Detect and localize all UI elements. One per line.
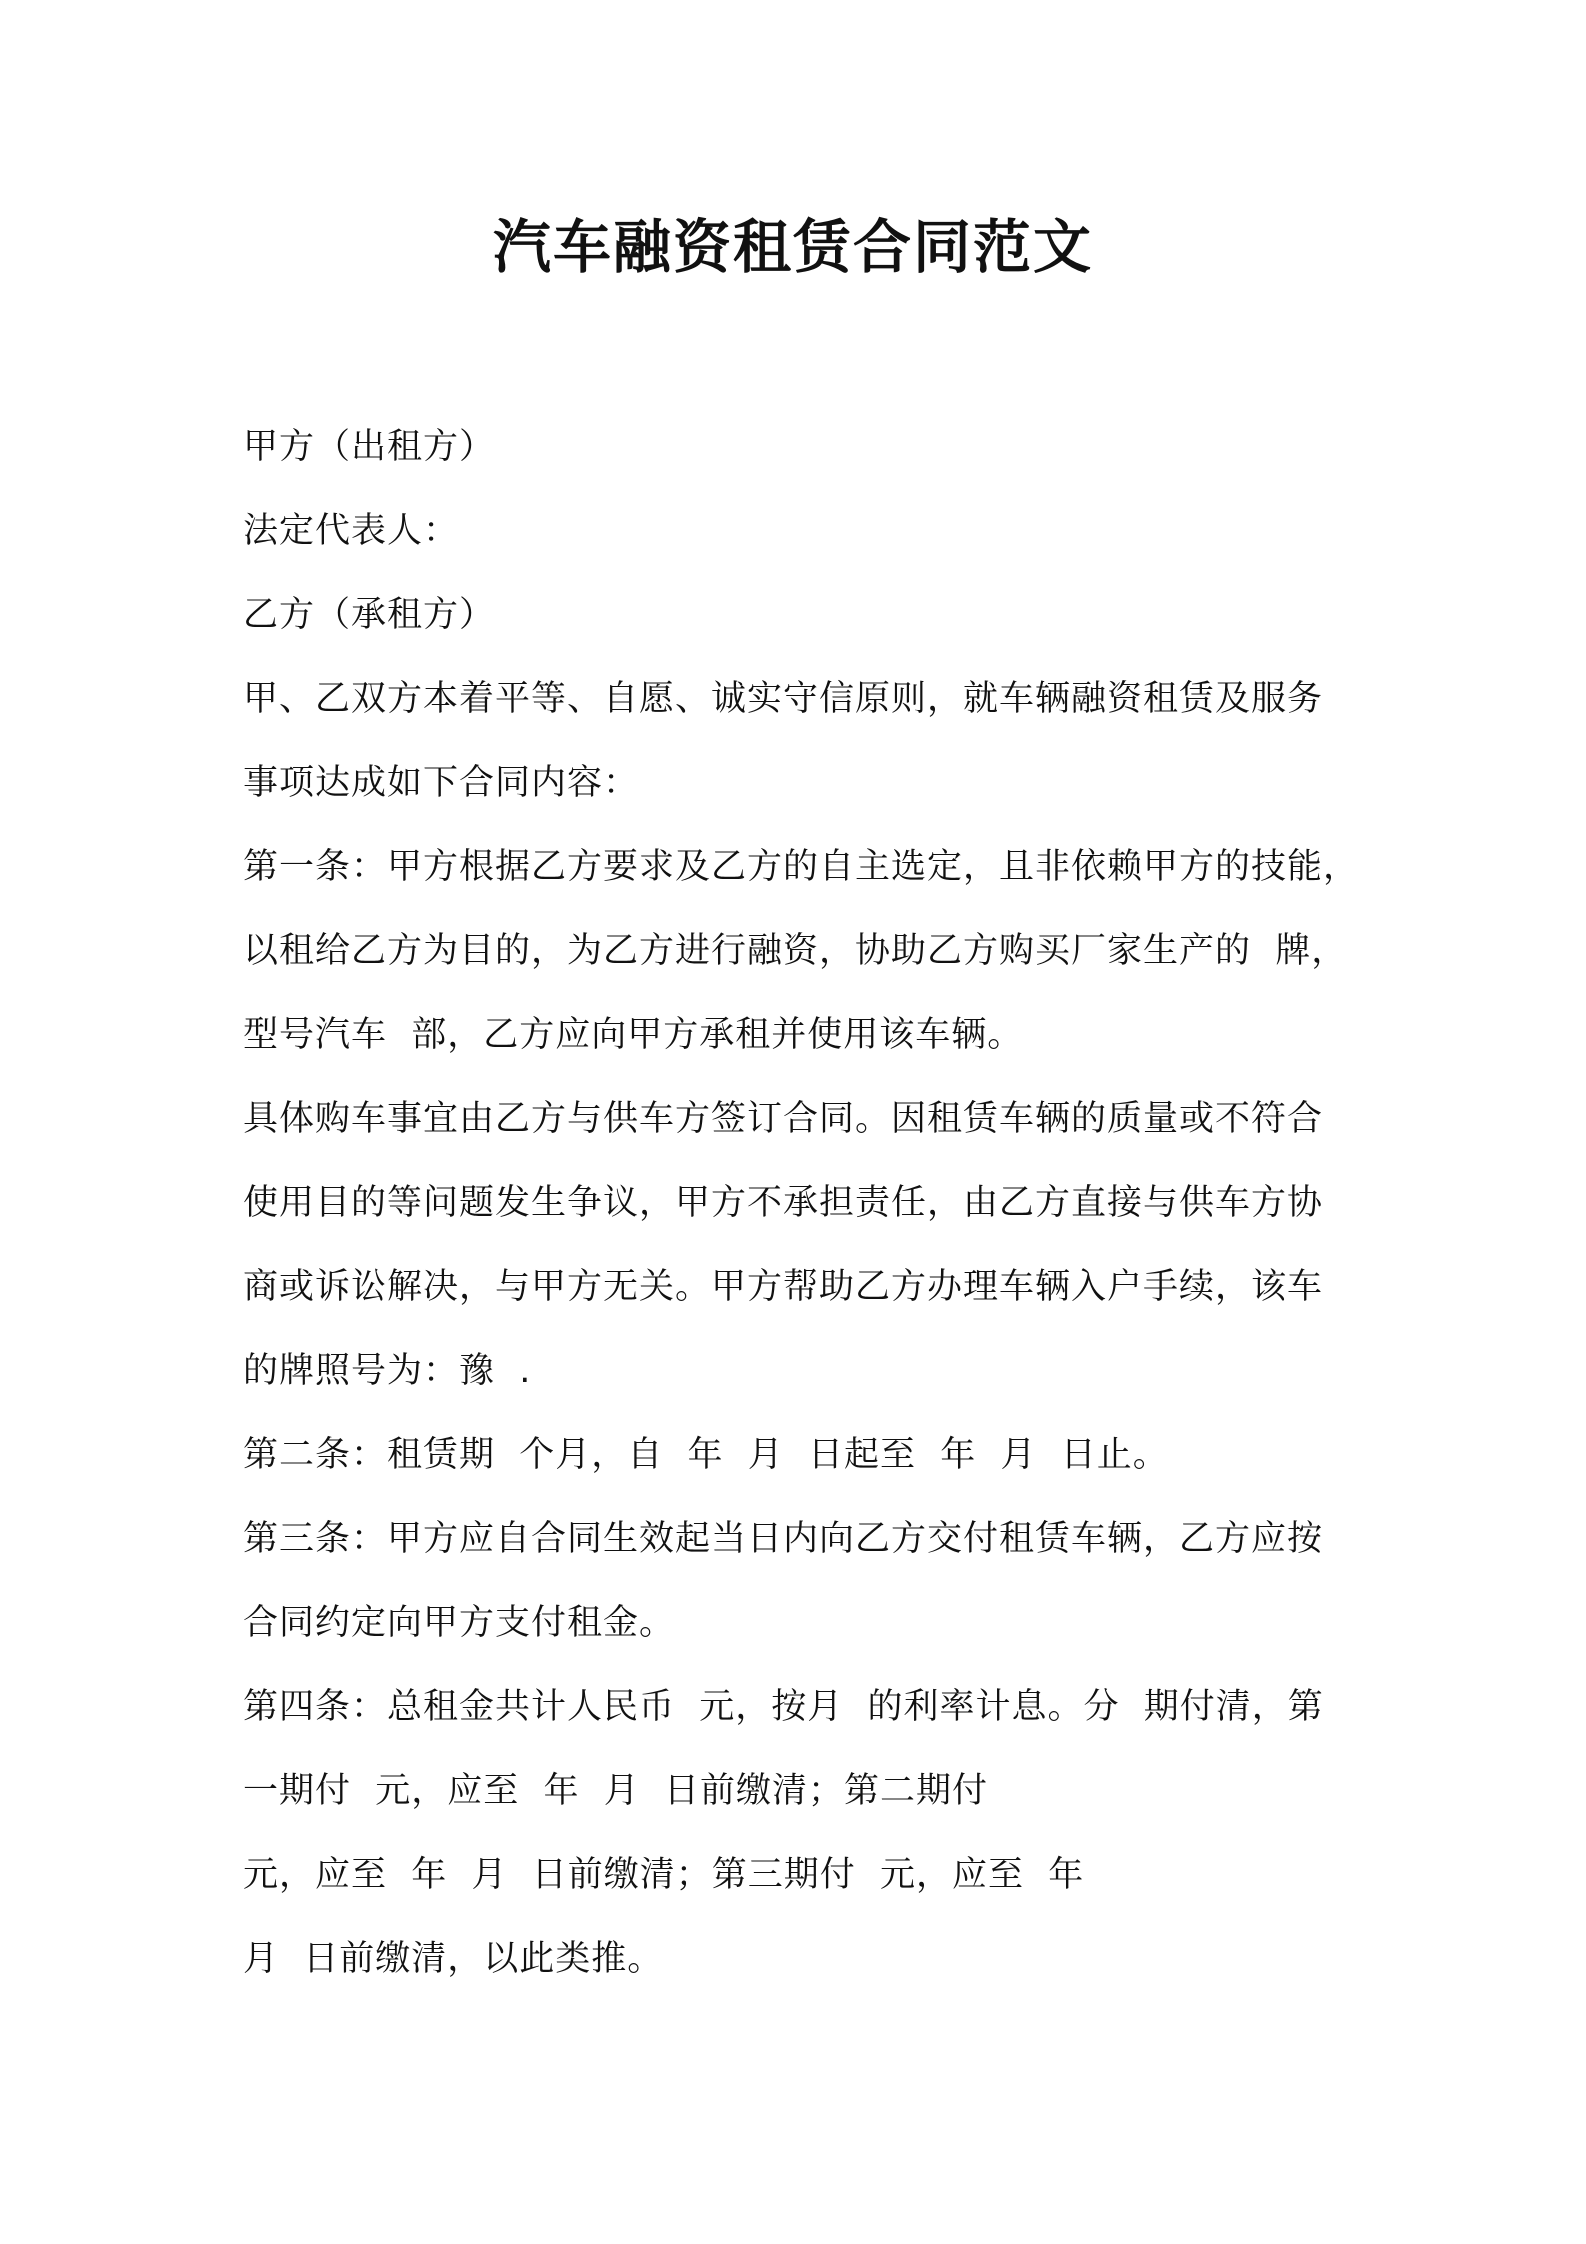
paragraph-line: 甲、乙双方本着平等、自愿、诚实守信原则，就车辆融资租赁及服务 <box>243 679 1324 719</box>
paragraph-line: 的牌照号为：豫 . <box>243 1351 532 1391</box>
paragraph-line: 商或诉讼解决，与甲方无关。甲方帮助乙方办理车辆入户手续，该车 <box>243 1267 1324 1307</box>
paragraph-line: 乙方（承租方） <box>243 595 496 635</box>
document-body <box>243 405 1363 2001</box>
paragraph-line: 以租给乙方为目的，为乙方进行融资，协助乙方购买厂家生产的 牌， <box>243 931 1348 971</box>
paragraph-line: 型号汽车 部，乙方应向甲方承租并使用该车辆。 <box>243 1015 1024 1055</box>
paragraph-line: 合同约定向甲方支付租金。 <box>243 1603 676 1643</box>
paragraph-line: 第三条：甲方应自合同生效起当日内向乙方交付租赁车辆，乙方应按 <box>243 1519 1324 1559</box>
paragraph-line: 法定代表人： <box>243 511 460 551</box>
paragraph-line: 使用目的等问题发生争议，甲方不承担责任，由乙方直接与供车方协 <box>243 1183 1324 1223</box>
document-title: 汽车融资租赁合同范文 <box>492 213 1093 281</box>
paragraph-line: 第一条：甲方根据乙方要求及乙方的自主选定，且非依赖甲方的技能， <box>243 847 1360 887</box>
paragraph-line: 元，应至 年 月 日前缴清；第三期付 元，应至 年 <box>243 1855 1085 1895</box>
paragraph-line: 第二条：租赁期 个月，自 年 月 日起至 年 月 日止。 <box>243 1435 1169 1475</box>
paragraph-line: 一期付 元，应至 年 月 日前缴清；第二期付 <box>243 1771 989 1811</box>
paragraph-line: 月 日前缴清，以此类推。 <box>243 1939 664 1979</box>
paragraph-line: 事项达成如下合同内容： <box>243 763 640 803</box>
paragraph-line: 甲方（出租方） <box>243 427 496 467</box>
paragraph-line: 第四条：总租金共计人民币 元，按月 的利率计息。分 期付清，第 <box>243 1687 1324 1727</box>
paragraph-line: 具体购车事宜由乙方与供车方签订合同。因租赁车辆的质量或不符合 <box>243 1099 1324 1139</box>
